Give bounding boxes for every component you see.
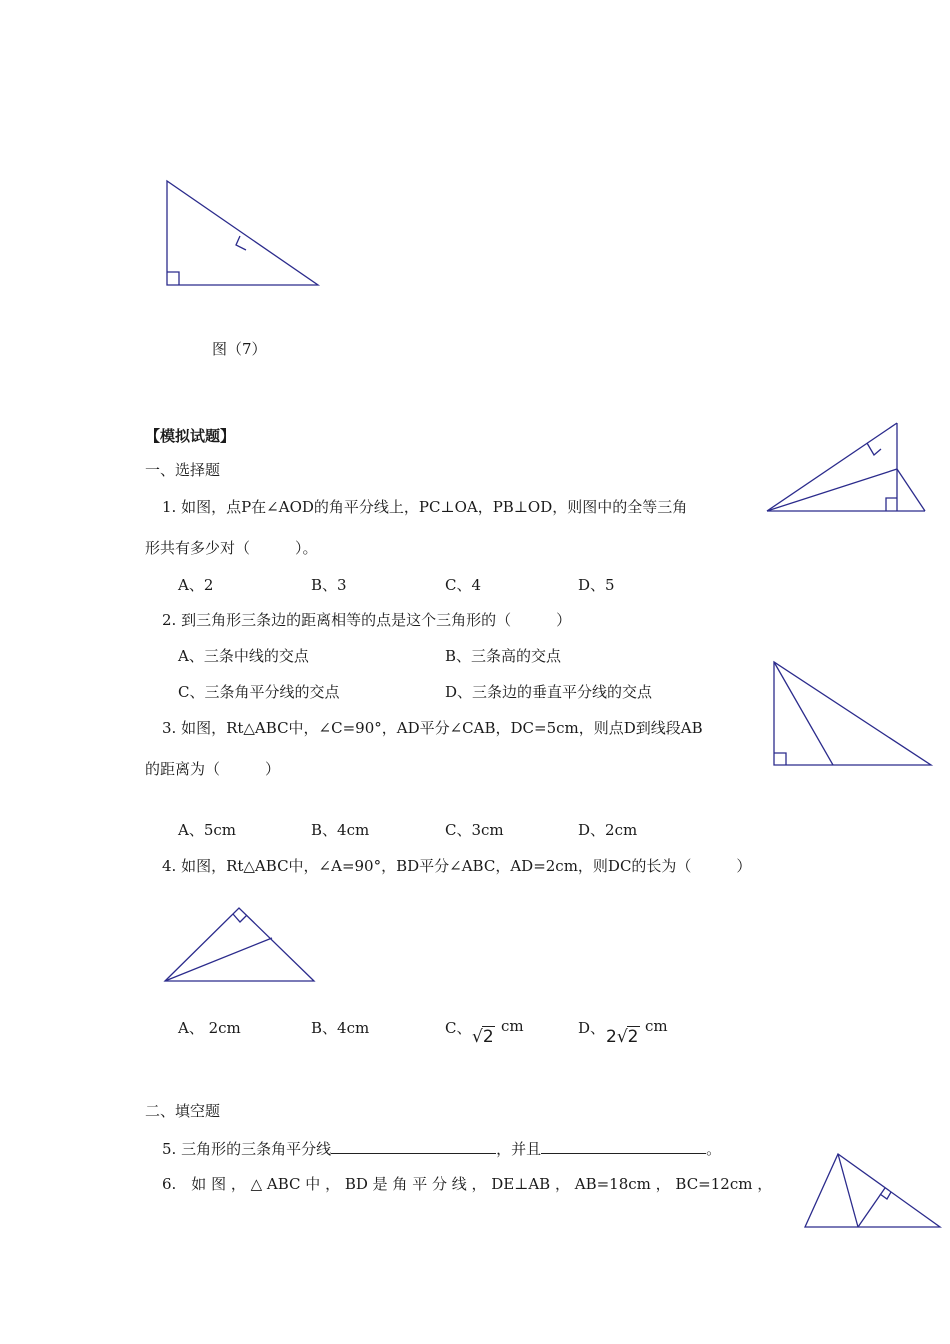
q1-option-d: D、5 bbox=[578, 576, 615, 594]
q3-option-b: B、4cm bbox=[311, 821, 370, 839]
q2-text: 2. 到三角形三条边的距离相等的点是这个三角形的（ ） bbox=[162, 611, 572, 629]
q2-option-a: A、三条中线的交点 bbox=[178, 647, 309, 665]
q4-option-c-unit: cm bbox=[501, 1017, 524, 1035]
q3-option-c: C、3cm bbox=[445, 821, 504, 839]
section-title: 【模拟试题】 bbox=[145, 427, 236, 445]
q4-option-c-radicand: 2 bbox=[482, 1027, 494, 1047]
q3-option-a: A、5cm bbox=[178, 821, 237, 839]
q4-option-a: A、 2cm bbox=[178, 1019, 241, 1037]
q5-prefix: 5. 三角形的三条角平分线 bbox=[162, 1140, 332, 1158]
q4-option-d-radicand: 2 bbox=[627, 1027, 639, 1047]
q2-option-c: C、三条角平分线的交点 bbox=[178, 683, 340, 701]
q2-option-d: D、三条边的垂直平分线的交点 bbox=[445, 683, 653, 701]
q3-text-line1: 3. 如图，Rt△ABC中，∠C=90°，AD平分∠CAB，DC=5cm，则点D到线段AB bbox=[162, 719, 703, 737]
q3-option-d: D、2cm bbox=[578, 821, 638, 839]
q1-text-line1: 1. 如图，点P在∠AOD的角平分线上，PC⊥OA，PB⊥OD，则图中的全等三角 bbox=[162, 498, 688, 516]
q4-option-d-coef: 2 bbox=[606, 1027, 617, 1047]
sqrt-symbol: √2 bbox=[616, 1027, 639, 1047]
q4-option-d-label: D、 bbox=[578, 1019, 606, 1037]
q6-text: 6. 如 图 ， △ ABC 中 ， BD 是 角 平 分 线 ， DE⊥AB ， AB=18cm ， BC=12cm ， bbox=[162, 1175, 773, 1193]
q4-option-b: B、4cm bbox=[311, 1019, 370, 1037]
q1-option-c: C、4 bbox=[445, 576, 482, 594]
q1-text-line2: 形共有多少对（ ）。 bbox=[145, 539, 318, 557]
sqrt-symbol: √2 bbox=[472, 1027, 494, 1047]
q2-option-b: B、三条高的交点 bbox=[445, 647, 562, 665]
q4-text: 4. 如图，Rt△ABC中，∠A=90°，BD平分∠ABC，AD=2cm，则DC的长为（ ） bbox=[162, 857, 752, 875]
q1-option-b: B、3 bbox=[311, 576, 347, 594]
q1-option-a: A、2 bbox=[178, 576, 214, 594]
q4-option-c-label: C、 bbox=[445, 1019, 472, 1037]
q4-option-d-unit: cm bbox=[645, 1017, 668, 1035]
figure-7-caption: 图（7） bbox=[212, 340, 267, 358]
q3-text-line2: 的距离为（ ） bbox=[145, 760, 281, 778]
q5-suffix: 。 bbox=[706, 1140, 722, 1158]
part1-title: 一、选择题 bbox=[145, 461, 221, 479]
part2-title: 二、填空题 bbox=[145, 1102, 221, 1120]
q5-middle: ，并且 bbox=[496, 1140, 542, 1158]
